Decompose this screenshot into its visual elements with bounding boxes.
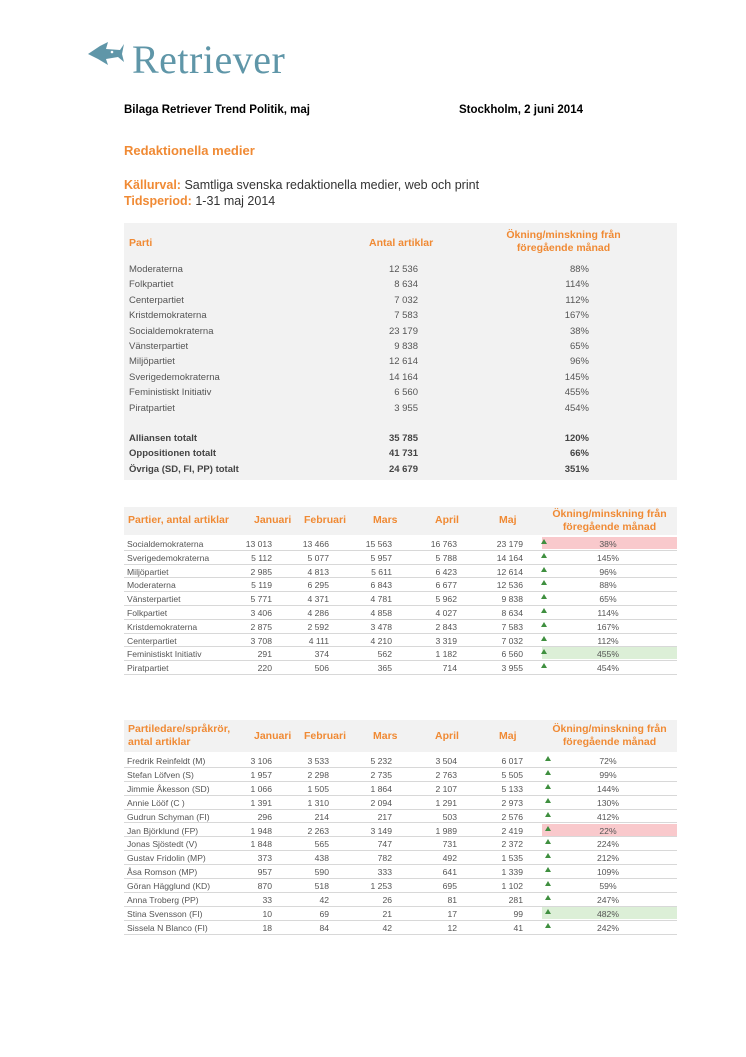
month-value: 365: [377, 663, 392, 674]
source-line: [124, 178, 479, 192]
month-value: 12: [447, 922, 457, 933]
month-value: 5 957: [370, 552, 392, 563]
month-value: 13 466: [302, 539, 329, 549]
change-percent: 65%: [569, 341, 589, 352]
period-label: Tidsperiod:: [124, 194, 192, 208]
col-header-march: Mars: [373, 514, 398, 526]
col-header-january: Januari: [254, 730, 292, 742]
col-header-change-1: Ökning/minskning från: [552, 723, 667, 735]
source-label: Källurval:: [124, 178, 181, 192]
table-row: [124, 824, 677, 838]
party-name: Folkpartiet: [129, 279, 174, 291]
trend-up-icon: [541, 580, 547, 585]
month-value: 1 957: [250, 769, 272, 780]
row-name: Stefan Löfven (S): [127, 769, 194, 780]
row-name: Centerpartiet: [127, 635, 177, 646]
article-count: 12 614: [388, 356, 418, 368]
row-name: Stina Svensson (FI): [127, 908, 203, 919]
month-value: 291: [257, 649, 272, 660]
article-count: 8 634: [394, 279, 418, 291]
change-percent: 38%: [599, 539, 617, 549]
col-header-change-2: föregående månad: [562, 521, 657, 533]
month-value: 84: [319, 922, 329, 933]
month-value: 1 505: [307, 783, 329, 794]
month-value: 41: [513, 922, 523, 933]
trend-up-icon: [541, 622, 547, 627]
col-header-count: Antal artiklar: [369, 237, 434, 249]
table-row: [124, 851, 677, 865]
party-name: Sverigedemokraterna: [129, 371, 220, 383]
month-value: 4 781: [370, 594, 392, 605]
row-name: Moderaterna: [127, 580, 176, 591]
change-percent: 88%: [569, 264, 589, 275]
month-value: 2 735: [370, 769, 392, 780]
col-header-change-2: föregående månad: [516, 242, 611, 254]
article-count: 6 560: [394, 387, 418, 399]
table-row: [124, 893, 677, 907]
article-count: 7 032: [394, 294, 418, 306]
table-row: [124, 325, 677, 340]
row-name: Jonas Sjöstedt (V): [127, 839, 198, 850]
change-percent: 455%: [597, 649, 619, 660]
change-percent: 145%: [564, 371, 589, 383]
month-value: 2 372: [501, 839, 523, 850]
change-percent: 99%: [599, 769, 617, 780]
row-name: Socialdemokraterna: [127, 539, 204, 549]
month-value: 81: [447, 895, 457, 905]
col-header-change-1: Ökning/minskning från: [506, 229, 621, 241]
month-value: 6 560: [501, 649, 523, 660]
month-value: 281: [508, 895, 523, 905]
change-percent: 112%: [597, 635, 619, 646]
document-date: Stockholm, 2 juni 2014: [459, 104, 583, 116]
month-value: 1 848: [250, 839, 272, 850]
month-value: 220: [257, 663, 272, 674]
month-value: 373: [257, 853, 272, 864]
row-name: Sverigedemokraterna: [127, 552, 210, 563]
month-value: 69: [319, 908, 329, 919]
month-value: 4 813: [307, 566, 329, 577]
change-percent: 65%: [599, 594, 617, 605]
party-name: Kristdemokraterna: [129, 310, 207, 322]
col-header-may: Maj: [499, 730, 517, 742]
month-value: 13 013: [245, 539, 272, 549]
trend-up-icon: [545, 826, 551, 831]
party-monthly-table: [124, 507, 677, 677]
article-count: 14 164: [388, 371, 418, 383]
month-value: 5 119: [251, 580, 272, 591]
total-change: 66%: [569, 448, 589, 460]
month-value: 1 535: [501, 853, 523, 864]
table-row: [124, 661, 677, 675]
month-value: 5 077: [307, 552, 329, 563]
month-value: 1 391: [250, 797, 272, 808]
month-value: 4 858: [370, 608, 392, 618]
month-value: 695: [442, 881, 457, 892]
table-row: [124, 907, 677, 921]
col-header-february: Februari: [304, 730, 347, 742]
change-percent: 454%: [597, 663, 619, 674]
table-row: [124, 620, 677, 634]
table-row: [124, 810, 677, 824]
article-count: 7 583: [394, 310, 418, 322]
col-header-name-2: antal artiklar: [128, 736, 191, 748]
month-value: 6 843: [370, 580, 392, 591]
table-row: [124, 578, 677, 592]
month-value: 590: [314, 867, 329, 878]
month-value: 1 291: [435, 797, 457, 808]
table-row: [124, 386, 677, 401]
month-value: 4 286: [307, 608, 329, 618]
row-name: Göran Hägglund (KD): [127, 881, 211, 892]
table-row: [124, 647, 677, 661]
table-row: [124, 402, 677, 417]
table-row: [124, 551, 677, 565]
trend-up-icon: [541, 567, 547, 572]
table-row: [124, 371, 677, 386]
month-value: 731: [442, 839, 457, 850]
month-value: 3 955: [501, 663, 523, 674]
party-name: Socialdemokraterna: [129, 325, 214, 337]
change-percent: 224%: [597, 839, 619, 850]
period-value: 1-31 maj 2014: [195, 194, 276, 208]
month-value: 3 106: [250, 756, 272, 766]
change-percent: 114%: [565, 279, 589, 291]
row-name: Kristdemokraterna: [127, 621, 198, 632]
month-value: 2 843: [435, 621, 457, 632]
article-count: 23 179: [388, 325, 418, 337]
change-percent: 242%: [597, 922, 619, 933]
month-value: 8 634: [501, 608, 523, 618]
change-percent: 96%: [569, 356, 589, 368]
change-percent: 112%: [565, 294, 589, 306]
month-value: 641: [442, 867, 457, 878]
month-value: 4 027: [435, 608, 457, 618]
trend-up-icon: [545, 895, 551, 900]
section-title: Redaktionella medier: [124, 143, 255, 158]
month-value: 10: [262, 908, 272, 919]
month-value: 492: [442, 853, 457, 864]
month-value: 1 989: [435, 825, 457, 836]
month-value: 5 133: [501, 783, 523, 794]
month-value: 565: [314, 839, 329, 850]
trend-up-icon: [541, 539, 547, 544]
col-header-name-1: Partiledare/språkrör,: [128, 723, 231, 735]
change-percent: 212%: [597, 853, 619, 864]
change-percent: 88%: [599, 580, 617, 591]
total-change: 120%: [564, 433, 589, 444]
month-value: 14 164: [496, 552, 523, 563]
change-percent: 59%: [599, 881, 617, 892]
table-row: [124, 865, 677, 879]
trend-up-icon: [545, 798, 551, 803]
month-value: 7 583: [501, 621, 523, 632]
party-name: Centerpartiet: [129, 294, 184, 306]
month-value: 1 066: [250, 783, 272, 794]
month-value: 3 708: [250, 635, 272, 646]
month-value: 3 406: [250, 608, 272, 618]
month-value: 5 788: [435, 552, 457, 563]
col-header-change-1: Ökning/minskning från: [552, 508, 667, 520]
month-value: 1 310: [307, 797, 329, 808]
trend-up-icon: [545, 812, 551, 817]
trend-up-icon: [545, 839, 551, 844]
row-name: Miljöpartiet: [127, 566, 169, 577]
change-percent: 167%: [597, 621, 619, 632]
trend-up-icon: [545, 770, 551, 775]
month-value: 18: [262, 922, 272, 933]
month-value: 6 017: [501, 756, 523, 766]
table-row: [124, 565, 677, 579]
total-count: 35 785: [388, 433, 418, 444]
table-row: [124, 782, 677, 796]
month-value: 33: [262, 895, 272, 905]
month-value: 747: [377, 839, 392, 850]
month-value: 2 263: [307, 825, 329, 836]
month-value: 4 371: [307, 594, 329, 605]
month-value: 562: [377, 649, 392, 660]
month-value: 870: [257, 881, 272, 892]
change-percent: 454%: [564, 402, 589, 414]
trend-up-icon: [541, 663, 547, 668]
month-value: 21: [382, 908, 392, 919]
total-name: Alliansen totalt: [129, 433, 198, 444]
col-header-february: Februari: [304, 514, 347, 526]
month-value: 2 763: [435, 769, 457, 780]
change-percent: 144%: [597, 783, 619, 794]
table-row: [124, 278, 677, 293]
month-value: 214: [314, 811, 329, 822]
month-value: 957: [257, 867, 272, 878]
row-name: Gustav Fridolin (MP): [127, 853, 206, 864]
change-percent: 96%: [599, 566, 617, 577]
table-row: [124, 768, 677, 782]
trend-up-icon: [545, 853, 551, 858]
source-value: Samtliga svenska redaktionella medier, web och print: [184, 178, 480, 192]
month-value: 296: [257, 811, 272, 822]
total-count: 24 679: [388, 463, 418, 475]
month-value: 6 295: [307, 580, 329, 591]
month-value: 3 478: [370, 621, 392, 632]
month-value: 2 107: [435, 783, 457, 794]
total-change: 351%: [564, 463, 589, 475]
fish-icon: [86, 40, 126, 66]
change-percent: 109%: [597, 867, 619, 878]
retriever-logo: [86, 36, 316, 86]
month-value: 6 423: [435, 566, 457, 577]
change-percent: 412%: [597, 811, 619, 822]
month-value: 7 032: [501, 635, 523, 646]
month-value: 217: [377, 811, 392, 822]
month-value: 1 864: [370, 783, 392, 794]
month-value: 438: [314, 853, 329, 864]
month-value: 42: [382, 922, 392, 933]
table-row: [124, 606, 677, 620]
total-name: Oppositionen totalt: [129, 448, 217, 460]
month-value: 3 504: [435, 756, 457, 766]
month-value: 4 111: [308, 635, 329, 646]
change-percent: 72%: [599, 756, 617, 766]
party-name: Vänsterpartiet: [129, 341, 189, 352]
table-row: [124, 355, 677, 370]
month-value: 2 592: [307, 621, 329, 632]
month-value: 5 962: [435, 594, 457, 605]
month-value: 26: [382, 895, 392, 905]
leader-monthly-table: [124, 720, 677, 940]
party-name: Moderaterna: [129, 264, 183, 275]
month-value: 1 948: [250, 825, 272, 836]
total-count: 41 731: [388, 448, 418, 460]
table-header: [124, 720, 677, 752]
month-value: 518: [314, 881, 329, 892]
party-summary-table: [124, 223, 677, 480]
month-value: 1 339: [501, 867, 523, 878]
change-percent: 22%: [599, 825, 617, 836]
month-value: 782: [377, 853, 392, 864]
month-value: 4 210: [370, 635, 392, 646]
month-value: 5 505: [501, 769, 523, 780]
month-value: 2 094: [370, 797, 392, 808]
month-value: 9 838: [501, 594, 523, 605]
col-header-change-2: föregående månad: [562, 736, 657, 748]
table-row: [124, 921, 677, 935]
row-name: Sissela N Blanco (FI): [127, 922, 208, 933]
row-name: Gudrun Schyman (FI): [127, 811, 210, 822]
party-name: Miljöpartiet: [129, 356, 175, 368]
month-value: 2 875: [250, 621, 272, 632]
row-name: Jimmie Åkesson (SD): [127, 783, 210, 794]
table-row: [124, 340, 677, 355]
month-value: 5 232: [370, 756, 392, 766]
total-name: Övriga (SD, FI, PP) totalt: [129, 463, 239, 475]
month-value: 333: [377, 867, 392, 878]
month-value: 374: [314, 649, 329, 660]
col-header-april: April: [435, 514, 459, 526]
month-value: 23 179: [496, 539, 523, 549]
party-name: Piratpartiet: [129, 402, 175, 414]
total-row: [124, 432, 677, 447]
table-row: [124, 537, 677, 551]
table-row: [124, 634, 677, 648]
month-value: 2 419: [501, 825, 523, 836]
trend-up-icon: [541, 553, 547, 558]
party-name: Feministiskt Initiativ: [129, 387, 212, 399]
trend-up-icon: [545, 784, 551, 789]
col-header-may: Maj: [499, 514, 517, 526]
change-percent: 145%: [597, 552, 619, 563]
trend-up-icon: [541, 649, 547, 654]
month-value: 2 298: [307, 769, 329, 780]
col-header-january: Januari: [254, 514, 292, 526]
row-name: Fredrik Reinfeldt (M): [127, 756, 206, 766]
month-value: 2 973: [501, 797, 523, 808]
month-value: 42: [319, 895, 329, 905]
month-value: 6 677: [435, 580, 457, 591]
table-row: [124, 754, 677, 768]
article-count: 3 955: [394, 402, 418, 414]
trend-up-icon: [541, 636, 547, 641]
row-name: Annie Lööf (C ): [127, 797, 185, 808]
total-row: [124, 447, 677, 462]
row-name: Åsa Romson (MP): [127, 867, 198, 878]
total-row: [124, 463, 677, 478]
change-percent: 455%: [564, 387, 589, 399]
table-row: [124, 294, 677, 309]
period-line: [124, 194, 275, 208]
trend-up-icon: [545, 867, 551, 872]
table-row: [124, 263, 677, 278]
month-value: 1 182: [435, 649, 457, 660]
trend-up-icon: [545, 909, 551, 914]
change-percent: 114%: [597, 608, 619, 618]
month-value: 3 319: [435, 635, 457, 646]
row-name: Feministiskt Initiativ: [127, 649, 202, 660]
trend-up-icon: [545, 881, 551, 886]
month-value: 5 611: [371, 566, 392, 577]
change-percent: 247%: [597, 895, 619, 905]
trend-up-icon: [545, 756, 551, 761]
col-header-march: Mars: [373, 730, 398, 742]
month-value: 2 576: [501, 811, 523, 822]
month-value: 5 112: [251, 552, 272, 563]
row-name: Piratpartiet: [127, 663, 169, 674]
month-value: 12 614: [496, 566, 523, 577]
change-percent: 38%: [569, 325, 589, 337]
change-percent: 167%: [564, 310, 589, 322]
table-row: [124, 837, 677, 851]
trend-up-icon: [545, 923, 551, 928]
col-header-april: April: [435, 730, 459, 742]
row-name: Vänsterpartiet: [127, 594, 181, 605]
month-value: 12 536: [496, 580, 523, 591]
month-value: 3 533: [307, 756, 329, 766]
col-header-name: Partier, antal artiklar: [128, 514, 229, 526]
change-percent: 482%: [597, 908, 619, 919]
month-value: 5 771: [250, 594, 272, 605]
month-value: 16 763: [430, 539, 457, 549]
month-value: 2 985: [250, 566, 272, 577]
row-name: Folkpartiet: [127, 608, 168, 618]
table-row: [124, 592, 677, 606]
article-count: 12 536: [388, 264, 418, 275]
table-row: [124, 796, 677, 810]
month-value: 17: [447, 908, 457, 919]
table-row: [124, 309, 677, 324]
logo-text: Retriever: [132, 37, 286, 82]
col-header-party: Parti: [129, 237, 153, 249]
change-percent: 130%: [597, 797, 619, 808]
trend-up-icon: [541, 608, 547, 613]
document-title: Bilaga Retriever Trend Politik, maj: [124, 104, 310, 116]
month-value: 99: [513, 908, 523, 919]
article-count: 9 838: [394, 341, 418, 352]
row-name: Anna Troberg (PP): [127, 895, 199, 905]
table-header: [124, 507, 677, 535]
month-value: 1 102: [501, 881, 523, 892]
month-value: 714: [442, 663, 457, 674]
month-value: 503: [442, 811, 457, 822]
table-row: [124, 879, 677, 893]
month-value: 1 253: [370, 881, 392, 892]
month-value: 506: [314, 663, 329, 674]
month-value: 15 563: [365, 539, 392, 549]
month-value: 3 149: [370, 825, 392, 836]
trend-up-icon: [541, 594, 547, 599]
row-name: Jan Björklund (FP): [127, 825, 199, 836]
